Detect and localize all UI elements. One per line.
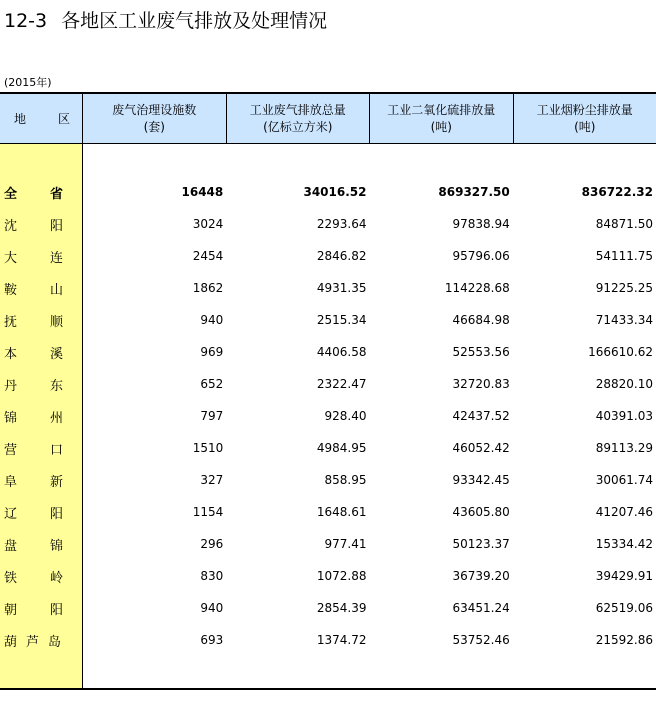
so2-cell: 95796.06 bbox=[452, 249, 510, 263]
region-name-char: 山 bbox=[49, 282, 63, 298]
dust-cell: 15334.42 bbox=[595, 537, 653, 551]
region-name-char: 阜 bbox=[4, 474, 18, 490]
so2-cell: 46684.98 bbox=[452, 313, 510, 327]
so2-cell: 63451.24 bbox=[452, 601, 510, 615]
table-row bbox=[0, 272, 656, 304]
table-row bbox=[0, 432, 656, 464]
region-name-char: 溪 bbox=[49, 346, 63, 362]
dust-cell: 39429.91 bbox=[595, 569, 653, 583]
region-name-char: 岛 bbox=[47, 634, 61, 650]
so2-cell: 52553.56 bbox=[452, 345, 510, 359]
facilities-cell: 940 bbox=[200, 601, 224, 615]
region-name-char: 省 bbox=[49, 186, 63, 202]
region-name-char: 锦 bbox=[4, 410, 18, 426]
region-name-char: 阳 bbox=[49, 218, 63, 234]
region-name-char: 州 bbox=[49, 410, 63, 426]
region-name-char: 锦 bbox=[49, 538, 63, 554]
waste-gas-cell: 1374.72 bbox=[316, 633, 367, 647]
so2-cell: 53752.46 bbox=[452, 633, 510, 647]
table-number: 12-3 bbox=[4, 10, 48, 32]
region-name-char: 葫 bbox=[4, 634, 18, 650]
waste-gas-cell: 2846.82 bbox=[316, 249, 367, 263]
waste-gas-cell: 2854.39 bbox=[316, 601, 367, 615]
region-name bbox=[0, 343, 83, 362]
region-name-char: 全 bbox=[4, 186, 18, 202]
waste-gas-cell: 977.41 bbox=[324, 537, 367, 551]
region-name-char: 连 bbox=[49, 250, 63, 266]
region-header-char-2: 区 bbox=[57, 112, 70, 126]
region-name-char: 东 bbox=[49, 378, 63, 394]
dust-cell: 54111.75 bbox=[595, 249, 653, 263]
dust-cell: 89113.29 bbox=[595, 441, 653, 455]
header-bottom-rule bbox=[0, 143, 656, 144]
header-waste-gas-total bbox=[227, 94, 371, 144]
waste-gas-cell: 2293.64 bbox=[316, 217, 367, 231]
waste-gas-cell: 1648.61 bbox=[316, 505, 367, 519]
table-row bbox=[0, 528, 656, 560]
dust-cell: 71433.34 bbox=[595, 313, 653, 327]
header-unit: (亿标立方米) bbox=[263, 120, 333, 134]
header-dust bbox=[514, 94, 656, 144]
region-name bbox=[0, 375, 83, 394]
dust-cell: 836722.32 bbox=[581, 185, 653, 199]
table-row bbox=[0, 464, 656, 496]
dust-cell: 40391.03 bbox=[595, 409, 653, 423]
so2-cell: 32720.83 bbox=[452, 377, 510, 391]
facilities-cell: 830 bbox=[200, 569, 224, 583]
region-name bbox=[0, 183, 83, 202]
region-name-char: 丹 bbox=[4, 378, 18, 394]
page-title bbox=[4, 6, 327, 33]
header-label: 废气治理设施数 bbox=[112, 103, 197, 117]
facilities-cell: 940 bbox=[200, 313, 224, 327]
region-name bbox=[0, 215, 83, 234]
region-name bbox=[0, 439, 83, 458]
region-name-char: 朝 bbox=[4, 602, 18, 618]
header-label: 工业二氧化硫排放量 bbox=[387, 103, 496, 117]
dust-cell: 166610.62 bbox=[588, 345, 653, 359]
so2-cell: 43605.80 bbox=[452, 505, 510, 519]
header-unit: (吨) bbox=[574, 120, 596, 134]
dust-cell: 41207.46 bbox=[595, 505, 653, 519]
region-header-char-1: 地 bbox=[14, 112, 27, 126]
header-unit: (套) bbox=[143, 120, 165, 134]
table-title: 各地区工业废气排放及处理情况 bbox=[61, 10, 328, 32]
region-name bbox=[0, 631, 83, 650]
waste-gas-cell: 4984.95 bbox=[316, 441, 367, 455]
waste-gas-cell: 1072.88 bbox=[316, 569, 367, 583]
header-facilities bbox=[83, 94, 227, 144]
region-name-char: 阳 bbox=[49, 506, 63, 522]
so2-cell: 50123.37 bbox=[452, 537, 510, 551]
year-note: (2015年) bbox=[4, 76, 52, 89]
region-name-char: 辽 bbox=[4, 506, 18, 522]
dust-cell: 84871.50 bbox=[595, 217, 653, 231]
dust-cell: 21592.86 bbox=[595, 633, 653, 647]
region-name-char: 盘 bbox=[4, 538, 18, 554]
table-row bbox=[0, 304, 656, 336]
so2-cell: 42437.52 bbox=[452, 409, 510, 423]
facilities-cell: 969 bbox=[200, 345, 224, 359]
table-row bbox=[0, 496, 656, 528]
region-name-char: 本 bbox=[4, 346, 18, 362]
region-name-char: 阳 bbox=[49, 602, 63, 618]
facilities-cell: 1154 bbox=[192, 505, 224, 519]
region-name-char: 岭 bbox=[49, 570, 63, 586]
header-label: 工业烟粉尘排放量 bbox=[536, 103, 633, 117]
region-name bbox=[0, 471, 83, 490]
region-name bbox=[0, 503, 83, 522]
region-name-char: 营 bbox=[4, 442, 18, 458]
dust-cell: 62519.06 bbox=[595, 601, 653, 615]
region-name-char: 芦 bbox=[25, 634, 39, 650]
region-name-char: 铁 bbox=[4, 570, 18, 586]
waste-gas-cell: 2515.34 bbox=[316, 313, 367, 327]
region-name-char: 顺 bbox=[49, 314, 63, 330]
facilities-cell: 652 bbox=[200, 377, 224, 391]
region-name bbox=[0, 535, 83, 554]
region-name-char: 沈 bbox=[4, 218, 18, 234]
table-row bbox=[0, 240, 656, 272]
table-bottom-rule bbox=[0, 688, 656, 690]
waste-gas-cell: 858.95 bbox=[324, 473, 367, 487]
facilities-cell: 16448 bbox=[181, 185, 224, 199]
table-row bbox=[0, 368, 656, 400]
waste-gas-cell: 4406.58 bbox=[316, 345, 367, 359]
table-row bbox=[0, 400, 656, 432]
facilities-cell: 797 bbox=[200, 409, 224, 423]
region-name-char: 大 bbox=[4, 250, 18, 266]
facilities-cell: 1510 bbox=[192, 441, 224, 455]
facilities-cell: 2454 bbox=[192, 249, 224, 263]
dust-cell: 91225.25 bbox=[595, 281, 653, 295]
region-name bbox=[0, 311, 83, 330]
region-name-char: 新 bbox=[49, 474, 63, 490]
table-row-total bbox=[0, 176, 656, 208]
facilities-cell: 296 bbox=[200, 537, 224, 551]
facilities-cell: 3024 bbox=[192, 217, 224, 231]
so2-cell: 114228.68 bbox=[444, 281, 510, 295]
header-so2 bbox=[370, 94, 514, 144]
region-name bbox=[0, 279, 83, 298]
waste-gas-cell: 928.40 bbox=[324, 409, 367, 423]
region-name bbox=[0, 247, 83, 266]
waste-gas-cell: 2322.47 bbox=[316, 377, 367, 391]
region-name-char: 抚 bbox=[4, 314, 18, 330]
table-row bbox=[0, 592, 656, 624]
region-name-char: 口 bbox=[49, 442, 63, 458]
table-row bbox=[0, 624, 656, 656]
waste-gas-cell: 4931.35 bbox=[316, 281, 367, 295]
dust-cell: 30061.74 bbox=[595, 473, 653, 487]
header-label: 工业废气排放总量 bbox=[249, 103, 346, 117]
facilities-cell: 693 bbox=[200, 633, 224, 647]
waste-gas-cell: 34016.52 bbox=[303, 185, 367, 199]
region-name bbox=[0, 567, 83, 586]
table-row bbox=[0, 560, 656, 592]
region-name bbox=[0, 599, 83, 618]
so2-cell: 869327.50 bbox=[438, 185, 510, 199]
so2-cell: 93342.45 bbox=[452, 473, 510, 487]
so2-cell: 46052.42 bbox=[452, 441, 510, 455]
header-unit: (吨) bbox=[430, 120, 452, 134]
table-header bbox=[83, 94, 656, 144]
facilities-cell: 327 bbox=[200, 473, 224, 487]
region-header bbox=[0, 94, 83, 144]
dust-cell: 28820.10 bbox=[595, 377, 653, 391]
region-name-char: 鞍 bbox=[4, 282, 18, 298]
table-row bbox=[0, 336, 656, 368]
region-name bbox=[0, 407, 83, 426]
table-body bbox=[0, 176, 656, 656]
facilities-cell: 1862 bbox=[192, 281, 224, 295]
table-row bbox=[0, 208, 656, 240]
so2-cell: 97838.94 bbox=[452, 217, 510, 231]
so2-cell: 36739.20 bbox=[452, 569, 510, 583]
